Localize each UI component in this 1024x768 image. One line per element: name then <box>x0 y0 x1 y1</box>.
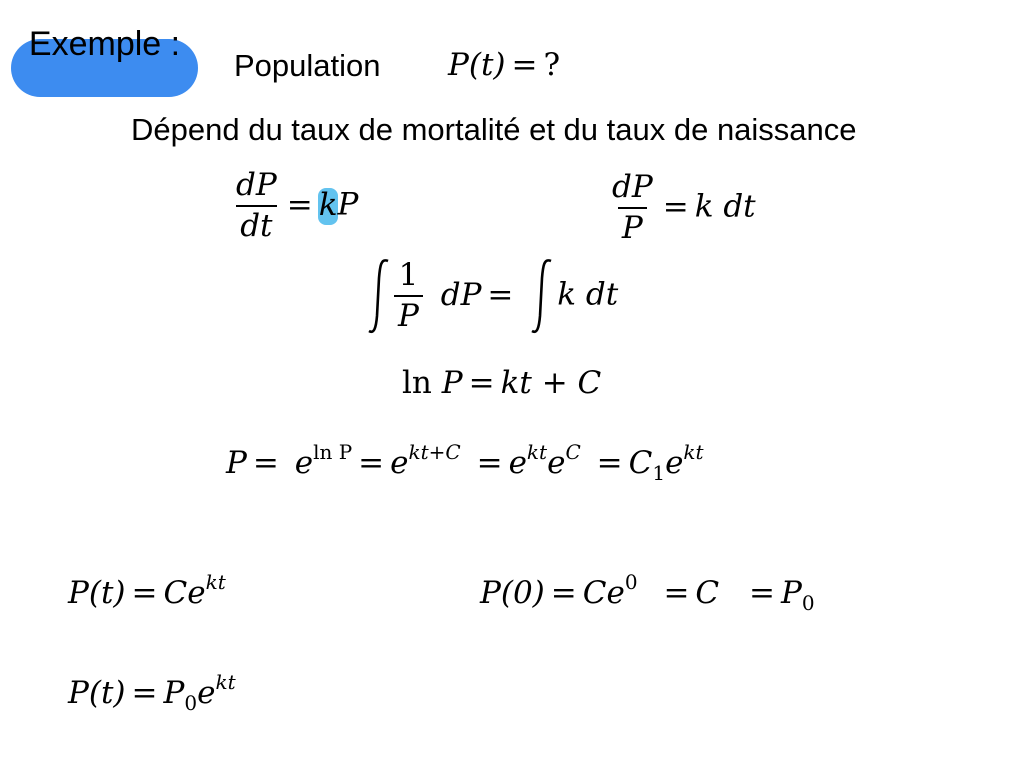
equation-initial-condition: $P(0) = Ce^0 = C = P_0$ <box>480 569 815 616</box>
equation-final-solution: $P(t) = P_0e^{kt}$ <box>68 669 236 716</box>
equation-differential: $\frac{dP}{dt}$ = kP <box>236 167 359 244</box>
highlight-k: k <box>318 186 338 223</box>
equation-log: ln P = kt + C <box>402 365 602 401</box>
integral-sign-icon <box>366 256 392 336</box>
integral-sign-icon <box>529 256 555 336</box>
equation-question: P(t) = ? <box>448 47 561 83</box>
population-label: Population <box>234 48 381 83</box>
equation-separated: $\frac{dP}{P}$ = k dt <box>612 169 756 246</box>
equation-exponential: $P = e^{ln P} = e^{kt+C} = e^{kt}e^C = C_1e^{kt}$ <box>226 439 704 486</box>
equation-integral: $\frac{1}{P}$ dP = k dt <box>366 256 618 336</box>
subtitle: Dépend du taux de mortalité et du taux de naissance <box>131 112 857 147</box>
equation-general-solution: $P(t) = Ce^{kt}$ <box>68 569 226 611</box>
example-tag-label: Exemple : <box>28 25 181 63</box>
